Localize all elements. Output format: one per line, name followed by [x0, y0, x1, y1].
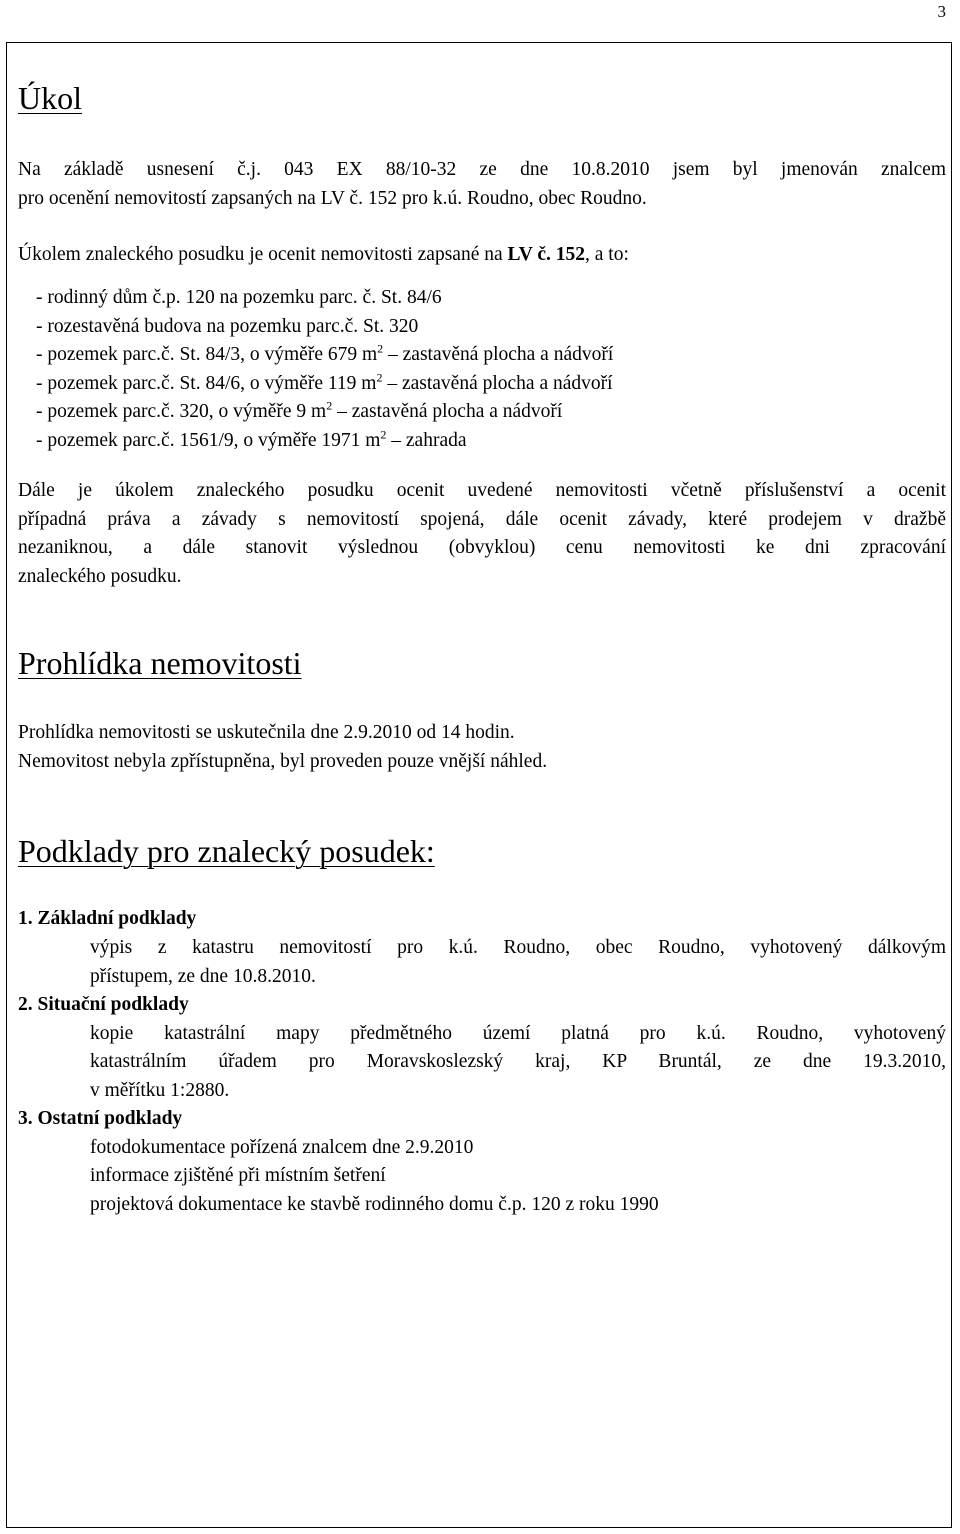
inspection-paragraph: [18, 719, 946, 776]
subsection-3-line-1: fotodokumentace pořízená znalcem dne 2.9.2010: [90, 1137, 474, 1158]
intro-paragraph: [18, 156, 946, 213]
task-line: [18, 241, 946, 270]
task-prefix: Úkolem znaleckého posudku je ocenit nemovitosti zapsané na: [18, 244, 508, 265]
task-lv: LV č. 152: [507, 244, 586, 265]
further-task-paragraph: [18, 477, 946, 591]
subsection-3-line-2: informace zjištěné při místním šetření: [90, 1165, 386, 1186]
list-item: - pozemek parc.č. 1561/9, o výměře 1971 $m^2$ – zahrada: [36, 427, 467, 451]
page-number: 3: [937, 2, 946, 21]
section-heading-podklady: Podklady pro znalecký posudek:: [18, 833, 435, 869]
subsection-1-line-2: přístupem, ze dne 10.8.2010.: [90, 966, 316, 987]
section-heading-prohlidka: Prohlídka nemovitosti: [18, 645, 302, 681]
section-heading-ukol: Úkol: [18, 80, 82, 116]
task-suffix: , a to:: [585, 244, 629, 265]
intro-line-2: pro ocenění nemovitostí zapsaných na LV č. 152 pro k.ú. Roudno, obec Roudno.: [18, 187, 647, 209]
further-line-4: znaleckého posudku.: [18, 565, 182, 587]
inspection-line-2: Nemovitost nebyla zpřístupněna, byl proveden pouze vnější náhled.: [18, 750, 548, 772]
subsection-2-line-2: katastrálním úřadem pro Moravskoslezský kraj, KP Bruntál, ze dne 19.3.2010,: [90, 1051, 946, 1072]
further-line-1: Dále je úkolem znaleckého posudku ocenit uvedené nemovitosti včetně příslušenství a ocenit: [18, 480, 946, 501]
list-item: - pozemek parc.č. St. 84/6, o výměře 119 $m^2$ – zastavěná plocha a nádvoří: [36, 370, 613, 394]
further-line-3: nezaniknou, a dále stanovit výslednou (obvyklou) cenu nemovitosti ke dni zpracování: [18, 537, 946, 558]
property-list: [36, 284, 613, 455]
subsection-title-2: 2. Situační podklady: [18, 994, 189, 1015]
subsection-title-3: 3. Ostatní podklady: [18, 1108, 183, 1129]
list-item: - pozemek parc.č. 320, o výměře 9 $m^2$ – zastavěná plocha a nádvoří: [36, 398, 563, 422]
subsection-2-line-3: v měřítku 1:2880.: [90, 1080, 230, 1101]
list-item: - pozemek parc.č. St. 84/3, o výměře 679 $m^2$ – zastavěná plocha a nádvoří: [36, 341, 614, 365]
subsection-title-1: 1. Základní podklady: [18, 908, 197, 929]
list-item: - rodinný dům č.p. 120 na pozemku parc. č. St. 84/6: [36, 287, 442, 308]
further-line-2: případná práva a závady s nemovitostí spojená, dále ocenit závady, které prodejem v dražbě: [18, 508, 946, 530]
intro-line-1: Na základě usnesení č.j. 043 EX 88/10-32 ze dne 10.8.2010 jsem byl jmenován znalcem: [18, 159, 946, 180]
list-item: - rozestavěná budova na pozemku parc.č. St. 320: [36, 315, 419, 337]
subsection-3-line-3: projektová dokumentace ke stavbě rodinného domu č.p. 120 z roku 1990: [90, 1194, 659, 1215]
subsection-1-line-1: výpis z katastru nemovitostí pro k.ú. Roudno, obec Roudno, vyhotovený dálkovým: [90, 937, 946, 958]
subsection-2-line-1: kopie katastrální mapy předmětného území platná pro k.ú. Roudno, vyhotovený: [90, 1023, 946, 1044]
inspection-line-1: Prohlídka nemovitosti se uskutečnila dne 2.9.2010 od 14 hodin.: [18, 722, 515, 743]
